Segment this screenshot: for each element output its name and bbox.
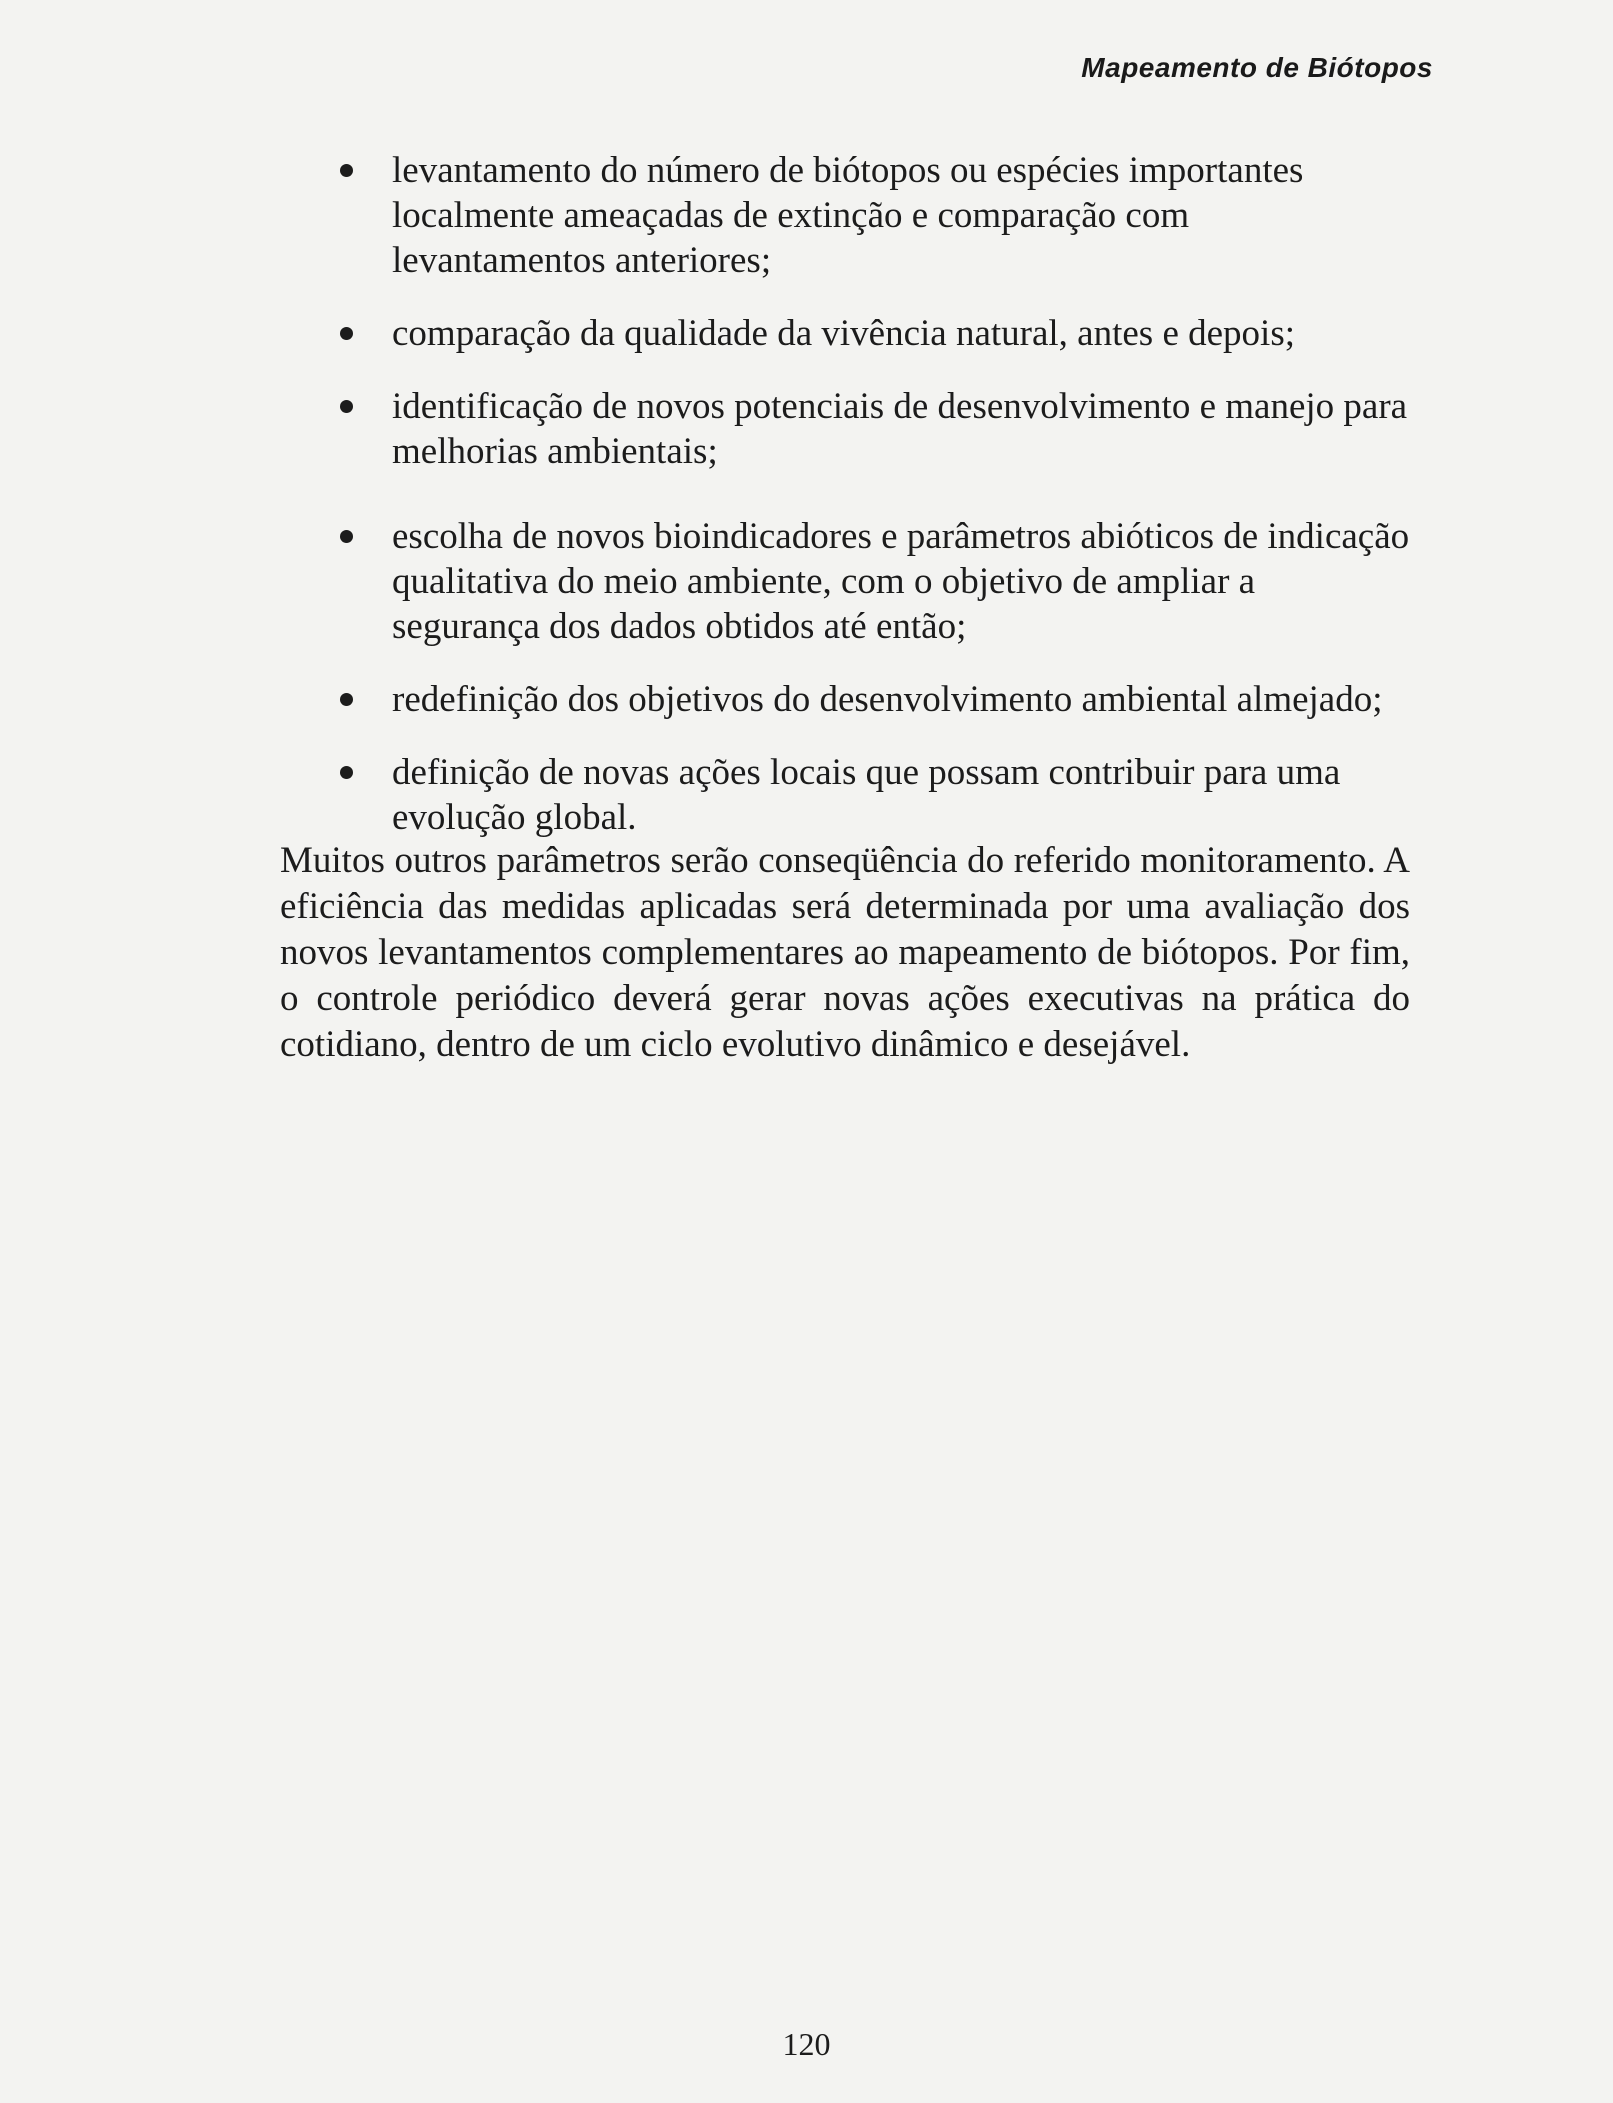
list-item: [330, 148, 1410, 283]
list-item: [330, 311, 1410, 356]
list-item-text: comparação da qualidade da vivência natural, antes e depois;: [392, 313, 1296, 354]
list-item-text: redefinição dos objetivos do desenvolvimento ambiental almejado;: [392, 679, 1383, 720]
list-item: [330, 750, 1410, 840]
list-item: [330, 677, 1410, 722]
bullet-icon: [340, 400, 353, 413]
body-paragraph: Muitos outros parâmetros serão conseqüência do referido monitoramento. A eficiência das medidas aplicadas será determinada por uma avaliação dos novos levantamentos complementares ao mapeamento de biótopos. Por fim, o controle periódico deverá gerar novas ações executivas na prática do cotidiano, dentro de um ciclo evolutivo dinâmico e desejável.: [280, 840, 1410, 1065]
running-header: Mapeamento de Biótopos: [1081, 52, 1433, 83]
list-item-text: levantamento do número de biótopos ou espécies importantes localmente ameaçadas de extinção e comparação com levantamentos anteriores;: [392, 150, 1304, 281]
list-item-text: escolha de novos bioindicadores e parâmetros abióticos de indicação qualitativa do meio ambiente, com o objetivo de ampliar a segurança dos dados obtidos até então;: [392, 516, 1410, 647]
bullet-icon: [340, 766, 353, 779]
bullet-icon: [340, 327, 353, 340]
list-item-text: definição de novas ações locais que possam contribuir para uma evolução global.: [392, 752, 1341, 838]
bullet-icon: [340, 693, 353, 706]
bullet-list: [330, 148, 1410, 868]
list-item-text: identificação de novos potenciais de desenvolvimento e manejo para melhorias ambientais;: [392, 386, 1408, 472]
bullet-icon: [340, 164, 353, 177]
list-item: [330, 384, 1410, 474]
page-number: 120: [782, 2026, 831, 2062]
list-item: [330, 514, 1410, 649]
bullet-icon: [340, 530, 353, 543]
